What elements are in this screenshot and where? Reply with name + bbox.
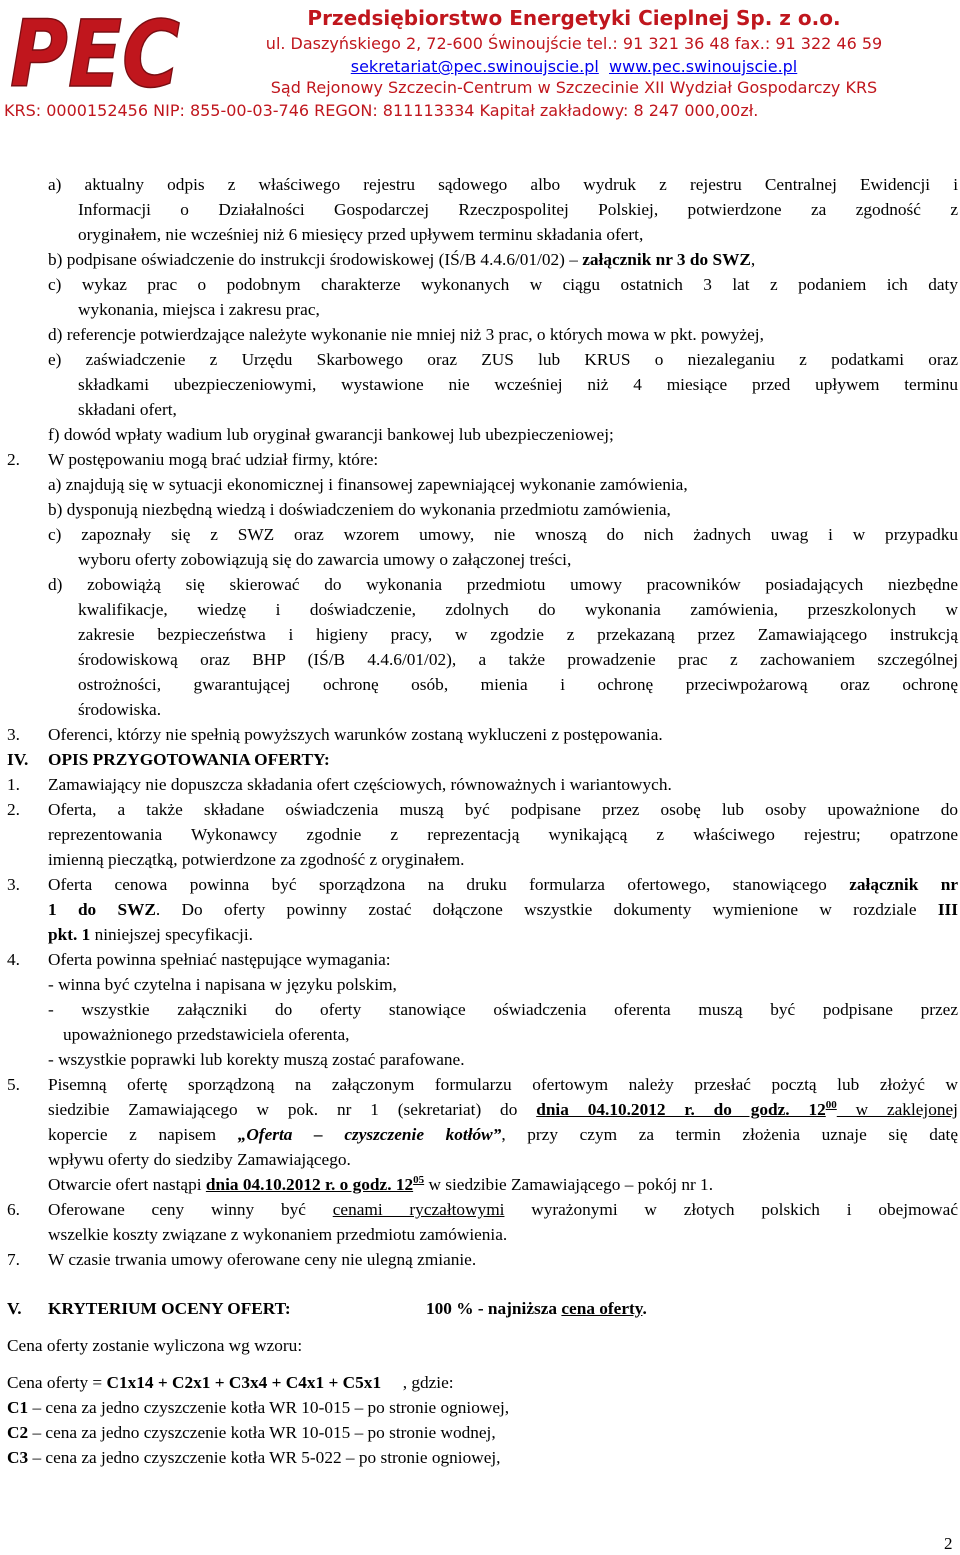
text-line: wykonania, miejsca i zakresu prac, (78, 300, 320, 319)
text-line: Informacji o Działalności Gospodarczej Rzeczpospolitej Polskiej, potwierdzone za zgodność z (78, 200, 958, 219)
text-line: C2 – cena za jedno czyszczenie kotła WR 10-015 – po stronie wodnej, (7, 1423, 496, 1442)
text-line: Otwarcie ofert nastąpi dnia 04.10.2012 r. o godz. $12^{05}$ w siedzibie Zamawiającego – pokój nr 1. (48, 1174, 714, 1194)
court-registration: Sąd Rejonowy Szczecin-Centrum w Szczecinie XII Wydział Gospodarczy KRS (270, 78, 878, 97)
section-heading: KRYTERIUM OCENY OFERT: (48, 1299, 291, 1318)
text-line: f) dowód wpłaty wadium lub oryginał gwarancji bankowej lub ubezpieczeniowej; (48, 425, 614, 444)
list-number: 5. (7, 1075, 20, 1094)
text-line: składani ofert, (78, 400, 177, 419)
section-number: V. (7, 1299, 22, 1318)
text-line: d) zobowiążą się skierować do wykonania przedmiotu umowy pracowników posiadających niezbędne (48, 575, 958, 594)
text-line: b) dysponują niezbędną wiedzą i doświadczeniem do wykonania przedmiotu zamówienia, (48, 500, 671, 519)
text-line: składkami ubezpieczeniowymi, wystawione nie wcześniej niż 4 miesiące przed upływem terminu (78, 375, 958, 394)
email-link[interactable]: sekretariat@pec.swinoujscie.pl (350, 57, 599, 76)
text-line: wszelkie koszty związane z wykonaniem przedmiotu zamówienia. (48, 1225, 508, 1244)
text-line: Oferowane ceny winny być cenami ryczałtowymi wyrażonymi w złotych polskich i obejmować (48, 1200, 958, 1219)
text-line: wpływu oferty do siedziby Zamawiającego. (48, 1150, 351, 1169)
section-number: IV. (7, 750, 29, 769)
text-line: Zamawiający nie dopuszcza składania ofert częściowych, równoważnych i wariantowych. (48, 775, 672, 794)
text-line: c) zapoznały się z SWZ oraz wzorem umowy, nie wnoszą do nich żadnych uwag i w przypadku (48, 525, 958, 544)
text-line: C3 – cena za jedno czyszczenie kotła WR 5-022 – po stronie ogniowej, (7, 1448, 501, 1467)
text-line: reprezentowania Wykonawcy zgodnie z reprezentacją wynikającą z właściwego rejestru; opatrzone (48, 825, 958, 844)
text-line: d) referencje potwierdzające należyte wykonanie nie mniej niż 3 prac, o których mowa w pkt. powyżej, (48, 325, 764, 344)
company-logo (6, 1, 184, 108)
text-line: c) wykaz prac o podobnym charakterze wykonanych w ciągu ostatnich 3 lat z podaniem ich daty (48, 275, 958, 294)
text-line: W postępowaniu mogą brać udział firmy, które: (48, 450, 379, 469)
text-line: środowiskową oraz BHP (IŚ/B 4.4.6/01/02), a także prowadzenie prac z zachowaniem szczególnej (78, 650, 958, 669)
text-line: upoważnionego przedstawiciela oferenta, (63, 1025, 350, 1044)
list-number: 2. (7, 450, 20, 469)
price-formula: Cena oferty = C1x14 + C2x1 + C3x4 + C4x1 + C5x1 , gdzie: (7, 1373, 454, 1392)
company-contacts (194, 57, 954, 76)
text-line: Oferta cenowa powinna być sporządzona na druku formularza ofertowego, stanowiącego załącznik nr (48, 875, 958, 894)
text-line: imienną pieczątką, potwierdzone za zgodność z oryginałem. (48, 850, 465, 869)
text-line: C1 – cena za jedno czyszczenie kotła WR 10-015 – po stronie ogniowej, (7, 1398, 510, 1417)
text-line: Oferta powinna spełniać następujące wymagania: (48, 950, 391, 969)
list-number: 2. (7, 800, 20, 819)
text-line: Oferenci, którzy nie spełnią powyższych warunków zostaną wykluczeni z postępowania. (48, 725, 663, 744)
page-number: 2 (944, 1534, 953, 1553)
svg-text:PEC: PEC (10, 1, 180, 108)
text-line: kwalifikacje, wiedzę i doświadczenie, zdolnych do wykonania zamówienia, przeszkolonych w (78, 600, 958, 619)
text-line: wyboru oferty zobowiązują się do zawarcia umowy o załączonej treści, (78, 550, 572, 569)
text-line: - winna być czytelna i napisana w języku polskim, (48, 975, 397, 994)
text-line: W czasie trwania umowy oferowane ceny nie ulegną zmianie. (48, 1250, 477, 1269)
section-heading: OPIS PRZYGOTOWANIA OFERTY: (48, 750, 330, 769)
text-line: oryginałem, nie wcześniej niż 6 miesięcy przed upływem terminu składania ofert, (78, 225, 644, 244)
text-line: pkt. 1 niniejszej specyfikacji. (48, 925, 253, 944)
list-number: 1. (7, 775, 20, 794)
text-line: e) zaświadczenie z Urzędu Skarbowego oraz ZUS lub KRUS o niezaleganiu z podatkami oraz (48, 350, 958, 369)
text-line: zakresie bezpieczeństwa i higieny pracy, w zgodzie z przekazaną przez Zamawiającego instrukcją (78, 625, 958, 644)
text-line: - wszystkie poprawki lub korekty muszą zostać parafowane. (48, 1050, 465, 1069)
company-name: Przedsiębiorstwo Energetyki Cieplnej Sp. z o.o. (307, 6, 841, 30)
text-line: a) aktualny odpis z właściwego rejestru sądowego albo wydruk z rejestru Centralnej Ewidencji i (48, 175, 958, 194)
text-line: kopercie z napisem „Oferta – czyszczenie kotłów”, przy czym za termin złożenia uznaje się datę (48, 1125, 958, 1144)
registry-info: KRS: 0000152456 NIP: 855-00-03-746 REGON: 811113334 Kapitał zakładowy: 8 247 000,00zł. (4, 101, 759, 120)
text-line: b) podpisane oświadczenie do instrukcji środowiskowej (IŚ/B 4.4.6/01/02) – załącznik nr 3 do SWZ, (48, 250, 756, 269)
list-number: 4. (7, 950, 20, 969)
text-line: a) znajdują się w sytuacji ekonomicznej i finansowej zapewniającej wykonanie zamówienia, (48, 475, 688, 494)
list-number: 6. (7, 1200, 20, 1219)
text-line: Oferta, a także składane oświadczenia muszą być podpisane przez osobę lub osoby upoważnione do (48, 800, 958, 819)
text-line: ostrożności, gwarantującej ochronę osób, mienia i ochronę przeciwpożarową oraz ochronę (78, 675, 958, 694)
list-number: 3. (7, 725, 20, 744)
text-line: Cena oferty zostanie wyliczona wg wzoru: (7, 1336, 303, 1355)
company-address: ul. Daszyńskiego 2, 72-600 Świnoujście tel.: 91 321 36 48 fax.: 91 322 46 59 (265, 34, 883, 53)
text-line: 1 do SWZ. Do oferty powinny zostać dołączone wszystkie dokumenty wymienione w rozdziale III (48, 900, 958, 919)
text-line: - wszystkie załączniki do oferty stanowiące oświadczenia oferenta muszą być podpisane przez (48, 1000, 958, 1019)
list-number: 7. (7, 1250, 20, 1269)
criterion-value: 100 % - najniższa cena oferty. (426, 1299, 647, 1318)
text-line: środowiska. (78, 700, 162, 719)
website-link[interactable]: www.pec.swinoujscie.pl (609, 57, 798, 76)
text-line: siedzibie Zamawiającego w pok. nr 1 (sekretariat) do dnia 04.10.2012 r. do godz. $12^{00}$ w zaklejonej (48, 1099, 958, 1119)
text-line: Pisemną ofertę sporządzoną na załączonym formularzu ofertowym należy przesłać pocztą lub złożyć w (48, 1075, 958, 1094)
list-number: 3. (7, 875, 20, 894)
